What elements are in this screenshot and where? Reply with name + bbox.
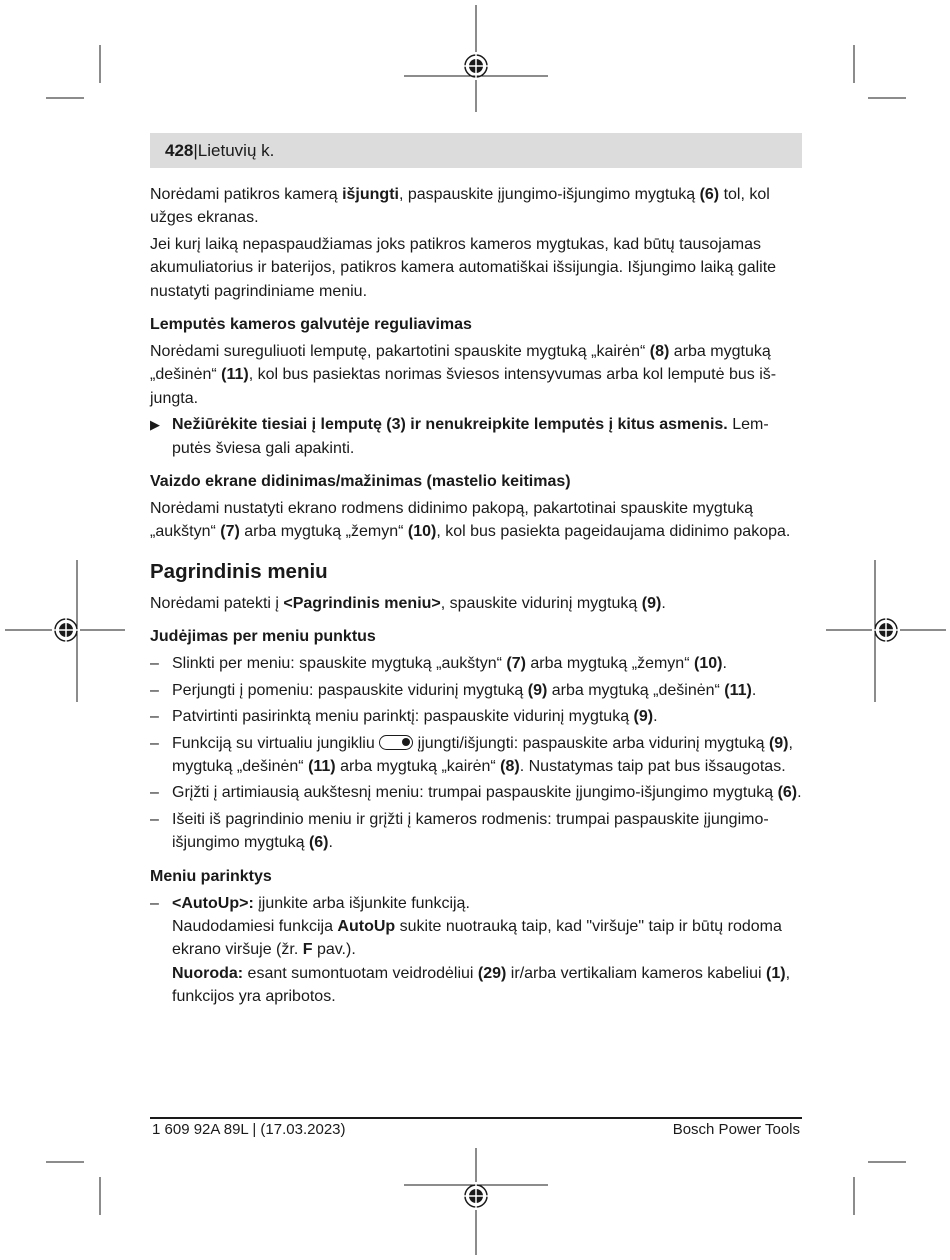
page-header [165,140,274,162]
heading-zoom: Vaizdo ekrane didinimas/mažinimas (mastelio keitimas) [150,473,571,491]
footer-divider [150,1117,802,1119]
heading-main-menu: Pagrindinis meniu [150,559,328,583]
list-item: – Patvirtinti pasirinktą meniu parinktį: paspauskite vidurinį mygtuką (9). [150,708,658,726]
registration-target-right [872,616,900,644]
heading-menu-options: Meniu parinktys [150,867,272,885]
registration-target-bottom [462,1182,490,1210]
paragraph-main-menu: Norėdami patekti į <Pagrindinis meniu>, spauskite vidurinį mygtuką (9). [150,594,666,612]
footer-document-id: 1 609 92A 89L | (17.03.2023) [152,1121,346,1138]
list-item: – <AutoUp>: įjunkite arba išjunkite funkciją. Naudodamiesi funkcija AutoUp sukite nuotrauką taip, kad "viršuje" taip ir būtų rodoma ekrano viršuje (žr. F pav.). Nuoroda: esant sumontuotam veidrodėliui (29) ir/arba vertikaliam kameros kabeliui (1), funkcijos yra apribotos. [150,892,802,1009]
list-item: – Funkciją su virtualiu jungikliu įjungti/išjungti: paspauskite arba vidurinį mygtuką (9), mygtuką „dešinėn“ (11) arba mygtuką „kairėn“ (8). Nustatymas taip pat bus išsaugotas. [150,734,793,775]
autoup-description: Naudodamiesi funkcija AutoUp sukite nuotrauką taip, kad "viršuje" taip ir būtų rodoma ekrano viršuje (žr. F pav.). [172,917,782,959]
paragraph-switch-off: Norėdami patikros kamerą išjungti, paspauskite įjungimo-išjungimo mygtuką (6) tol, kol užges ekranas. [150,186,770,227]
toggle-switch-icon [379,735,413,750]
navigation-list [150,652,802,854]
list-item: – Slinkti per meniu: spauskite mygtuką „aukštyn“ (7) arba mygtuką „žemyn“ (10). [150,655,727,673]
heading-navigation: Judėjimas per meniu punktus [150,628,376,646]
paragraph-lamp: Norėdami sureguliuoti lemputę, pakartotini spauskite mygtuką „kairėn“ (8) arba mygtuką „dešinėn“ (11), kol bus pasiektas norimas šviesos intensyvumas arba kol lemputė bus išjungta. [150,343,777,407]
page-number: 428 [165,141,194,160]
warning-triangle-icon: ▶ [150,417,160,433]
list-item: – Išeiti iš pagrindinio meniu ir grįžti į kameros rodmenis: trumpai paspauskite įjungimo-išjungimo mygtuką (6). [150,810,769,852]
registration-target-left [52,616,80,644]
list-item: – Grįžti į artimiausią aukštesnį meniu: trumpai paspauskite įjungimo-išjungimo mygtuką (6). [150,784,802,802]
header-language: Lietuvių k. [197,141,275,160]
footer-publisher: Bosch Power Tools [672,1121,800,1138]
paragraph-auto-off: Jei kurį laiką nepaspaudžiamas joks patikros kameros mygtukas, kad būtų tausojamas akumuliatorius ir baterijos, patikros kamera automatiškai išsijungia. Išjungimo laiką galite nustatyti pagrindiniame meniu. [150,235,777,300]
heading-lamp: Lemputės kameros galvutėje reguliavimas [150,316,472,334]
list-item: – Perjungti į pomeniu: paspauskite vidurinį mygtuką (9) arba mygtuką „dešinėn“ (11). [150,681,757,699]
paragraph-zoom: Norėdami nustatyti ekrano rodmens didinimo pakopą, pakartotinai spauskite mygtuką „aukštyn“ (7) arba mygtuką „žemyn“ (10), kol bus pasiekta pageidaujama didinimo pakopa. [150,500,791,541]
header-separator: | [193,141,198,160]
page-content [150,183,802,1012]
warning-note: ▶ Nežiūrėkite tiesiai į lemputę (3) ir nenukreipkite lemputės į kitus asmenis. Lemputės šviesa gali apakinti. [150,413,802,460]
autoup-note: Nuoroda: esant sumontuotam veidrodėliui (29) ir/arba vertikaliam kameros kabeliui (1), funkcijos yra apribotos. [172,964,791,1006]
options-list [150,892,802,1009]
